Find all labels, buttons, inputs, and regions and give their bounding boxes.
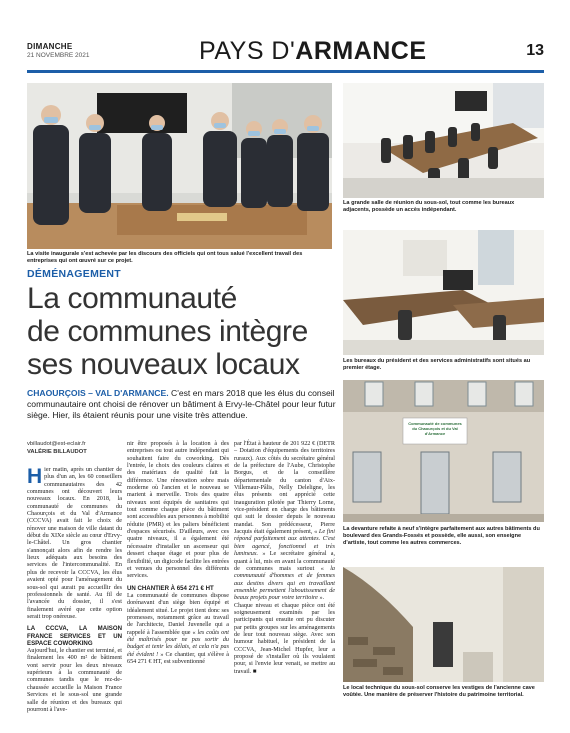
paragraph-text: La communauté de communes dispose dorénavant d'un siège bien équipé et idéalement situé. Le projet tient donc ses promesses, notamment grâce au travail de l'architecte, Daniel Juvenelle qui a rappelé à l'assemblée que « (127, 592, 229, 636)
lead-text: C'est en mars 2018 que les élus du conseil communautaire ont choisi de rénover un bâtiment à Ervy-le-Châtel pour leur futur siège. Hier, ils étaient réunis pour une visite très attendue. (27, 388, 336, 420)
photo-cellar-caption: Le local technique du sous-sol conserve les vestiges de l'ancienne cave voûtée. Une manière de préserver l'histoire du patrimoine territorial. (343, 685, 535, 698)
article-title (27, 282, 337, 381)
paragraph-text: » Ce chantier, qui s'élève à 654 271 € HT, est subventionné (127, 651, 229, 665)
author-email[interactable]: vbillaudot@est-eclair.fr (27, 441, 86, 447)
photo-meeting-room-illustration (343, 83, 544, 198)
dropcap: H (27, 465, 43, 488)
article-title-line: de communes intègre (27, 315, 308, 348)
header-rule (27, 70, 544, 73)
article-paragraph (234, 441, 335, 603)
quote-text: les coûts ont été maîtrisés pour ne pas sortir du budget et tenir les délais, et cela n'a pas été évident ! (127, 629, 229, 658)
article-lead (27, 388, 337, 421)
photo-officials-illustration (27, 83, 332, 249)
article-column-3 (234, 441, 335, 676)
article-subhead: LA CCCVA, LA MAISON FRANCE SERVICES ET UN ESPACE COWORKING (27, 625, 122, 647)
article-paragraph: Aujourd'hui, le chantier est terminé, et finalement les 400 m² de bâtiment vont servir pour les deux niveaux supérieurs à la communauté de communes tandis que le rez-de-chaussée accueille la Maison France Services et le sous-sol une grande salle de réunion et des bureaux qui pourront à l'ave- (27, 648, 122, 713)
lead-location: CHAOURÇOIS – VAL D'ARMANCE. (27, 388, 169, 398)
section-title-light: PAYS D' (199, 37, 296, 65)
quote-text: Le fini répond parfaitement aux attentes. C'est bien agencé, fonctionnel et très lumineux. (234, 529, 335, 558)
article-kicker: DÉMÉNAGEMENT (27, 268, 122, 280)
photo-offices-caption: Les bureaux du président et des services administratifs sont situés au premier étage. (343, 358, 531, 371)
photo-cellar (343, 567, 544, 682)
photo-officials (27, 83, 332, 249)
article-column-1 (27, 467, 122, 714)
photo-offices-illustration (343, 230, 544, 355)
article-column-2 (127, 441, 229, 666)
photo-meeting-room-caption: La grande salle de réunion du sous-sol, tout comme les bureaux adjacents, possède un accès indépendant. (343, 200, 515, 213)
article-paragraph: Chaque niveau et chaque pièce ont été soigneusement examinés par les participants qui ensuite ont pu discuter par petits groupes sur les aménagements de leur tout nouveau siège. Avec son humour habituel, le président de la CCCVA, Jean-Michel Hupfer, leur a proposé de s'installer où ils voulaient pour, si l'envie leur venait, se mettre au travail. ■ (234, 602, 335, 675)
photo-facade (343, 380, 544, 522)
section-title (199, 36, 427, 66)
photo-facade-illustration (343, 380, 544, 522)
quote-text: la communauté d'hommes et de femmes aux destins divers qui en travaillant ensemble permettent l'aboutissement de beaux projets pour votre territoire (234, 565, 335, 602)
page-number: 13 (526, 42, 544, 59)
photo-facade-caption: La devanture refaite à neuf s'intègre parfaitement aux autres bâtiments du boulevard des Grands-Fossés et possède, elle aussi, son enseigne d'artiste, tout comme les autres commerces. (343, 526, 540, 546)
header-date: 21 NOVEMBRE 2021 (27, 52, 90, 59)
article-subhead: UN CHANTIER À 654 271 € HT (127, 584, 214, 592)
article-paragraph: nir être proposés à la location à des entreprises ou tout autre indépendant qui souhaitent faire du coworking. Dès l'entrée, le choix des couleurs claires et des matériaux de qualité fait la différence. Une rénovation sobre mais moderne où l'ancien et le nouveau se marient à merveille. Trois des quatre niveaux sont équipés de sanitaires qui tout comme chaque pièce du bâtiment sont accessibles aux personnes à mobilité réduite (PMR) et les paliers bénéficient d'espaces sécurisés. D'ailleurs, avec ces quatre niveaux, il a également été nécessaire d'installer un ascenseur qui dessert chaque étage et pour plus de flexibilité, un digicode facilite les entrées et venues du personnel des différents services. (127, 441, 229, 580)
photo-offices (343, 230, 544, 355)
header-day: DIMANCHE (27, 42, 73, 51)
article-title-line: ses nouveaux locaux (27, 348, 300, 381)
photo-cellar-illustration (343, 567, 544, 682)
section-title-bold: ARMANCE (295, 37, 427, 65)
paragraph-text: ». (317, 595, 325, 602)
paragraph-text: par l'État à hauteur de 201 922 € (DETR – Dotation d'équipements des territoires ruraux). Aux côtés du secrétaire général de la préfecture de l'Aube, Christophe Borgus, et de la conseillère départementale du canton d'Aix-Villemaur-Pâlis, Nelly Deleligne, les élus présents ont apprécié cette inauguration pilotée par Thierry Lorne, vice-président en charge des bâtiments qui suit le dossier depuis le nouveau mandat. Son prédécesseur, Pierre Jacquis était également présent, « (234, 441, 335, 536)
paragraph-text: » Le secrétaire général a, quant à lui, mis en avant la communauté de communes mais surtout « (234, 551, 335, 572)
page-header (27, 36, 544, 70)
paragraph-text: ier matin, après un chantier de plus d'un an, les 60 conseillers communautaires des 42 communes ont découvert leurs nouveaux locaux. En 2018, la communauté de communes du Chaourçois et du Val d'Armance (CCCVA) avait fait le choix de rénover une maison de ville datant du début du XIXe siècle au cœur d'Ervy-le-Châtel. Un gros chantier s'annonçait alors afin de rendre les lieux adéquats aux besoins des services de l'intercommunalité. En plus de recevoir la CCCVA, les élus avaient opté pour l'aménagement du sous-sol qui aurait pu accueillir des professionnels de santé. Au fil de l'avancée du dossier, il s'est finalement avéré que cette option serait trop onéreuse. (27, 467, 122, 620)
article-paragraph (127, 593, 229, 666)
photo-officials-caption: La visite inaugurale s'est achevée par les discours des officiels qui ont tous salué l'excellent travail des entreprises qui ont œuvré sur ce projet. (27, 251, 303, 264)
article-paragraph (27, 467, 122, 621)
photo-meeting-room (343, 83, 544, 198)
facade-sign: Communauté de communes du Chaourçois et du Val d'Armance (408, 421, 462, 436)
article-title-line: La communauté (27, 282, 237, 315)
author-name: VALÉRIE BILLAUDOT (27, 449, 87, 455)
